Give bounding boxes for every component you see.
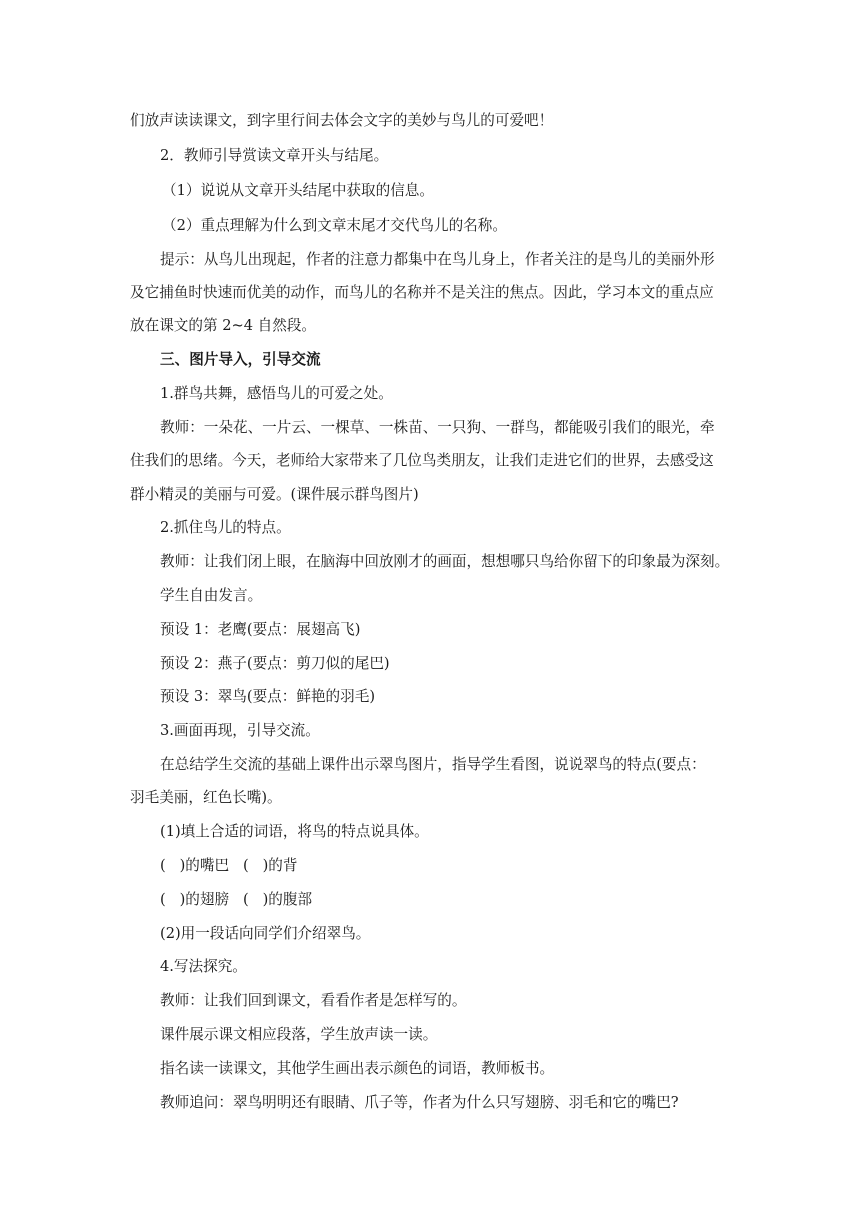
text-line: ( )的翅膀 ( )的腹部 (160, 891, 313, 908)
text-line: 住我们的思绪。今天，老师给大家带来了几位鸟类朋友，让我们走进它们的世界，去感受这 (130, 452, 714, 469)
text-line: 群小精灵的美丽与可爱。(课件展示群鸟图片) (130, 486, 419, 503)
text-line: （2）重点理解为什么到文章末尾才交代鸟儿的名称。 (162, 217, 507, 234)
text-line: ( )的嘴巴 ( )的背 (160, 857, 298, 874)
text-line: 羽毛美丽，红色长嘴)。 (130, 789, 282, 806)
text-line: 2．教师引导赏读文章开头与结尾。 (160, 147, 389, 164)
text-line: 4.写法探究。 (160, 958, 247, 975)
text-line: （1）说说从文章开头结尾中获取的信息。 (162, 182, 434, 199)
text-line: 课件展示课文相应段落，学生放声读一读。 (160, 1026, 438, 1043)
text-line: 指名读一读课文，其他学生画出表示颜色的词语，教师板书。 (160, 1060, 555, 1077)
section-heading: 三、图片导入，引导交流 (160, 351, 321, 368)
text-line: 们放声读读课文，到字里行间去体会文字的美妙与鸟儿的可爱吧！ (130, 112, 554, 129)
text-line: (2)用一段话向同学们介绍翠鸟。 (160, 925, 371, 942)
text-line: 提示：从鸟儿出现起，作者的注意力都集中在鸟儿身上，作者关注的是鸟儿的美丽外形 (160, 251, 715, 268)
text-line: (1)填上合适的词语，将鸟的特点说具体。 (160, 823, 429, 840)
text-line: 教师追问：翠鸟明明还有眼睛、爪子等，作者为什么只写翅膀、羽毛和它的嘴巴? (160, 1094, 679, 1111)
text-line: 教师：一朵花、一片云、一棵草、一株苗、一只狗、一群鸟，都能吸引我们的眼光，牵 (160, 419, 715, 436)
text-line: 3.画面再现，引导交流。 (160, 722, 320, 739)
text-line: 2.抓住鸟儿的特点。 (160, 519, 291, 536)
text-line: 在总结学生交流的基础上课件出示翠鸟图片，指导学生看图，说说翠鸟的特点(要点： (160, 756, 706, 773)
text-line: 预设 1：老鹰(要点：展翅高飞) (160, 621, 361, 638)
text-line: 预设 2：燕子(要点：剪刀似的尾巴) (160, 655, 390, 672)
text-line: 放在课文的第 2~4 自然段。 (130, 317, 317, 334)
text-line: 教师：让我们回到课文，看看作者是怎样写的。 (160, 992, 467, 1009)
text-line: 教师：让我们闭上眼，在脑海中回放刚才的画面，想想哪只鸟给你留下的印象最为深刻。 (160, 553, 730, 570)
text-line: 预设 3：翠鸟(要点：鲜艳的羽毛) (160, 688, 376, 705)
text-line: 及它捕鱼时快速而优美的动作，而鸟儿的名称并不是关注的焦点。因此，学习本文的重点应 (130, 284, 714, 301)
text-line: 1.群鸟共舞，感悟鸟儿的可爱之处。 (160, 385, 393, 402)
text-line: 学生自由发言。 (160, 587, 263, 604)
